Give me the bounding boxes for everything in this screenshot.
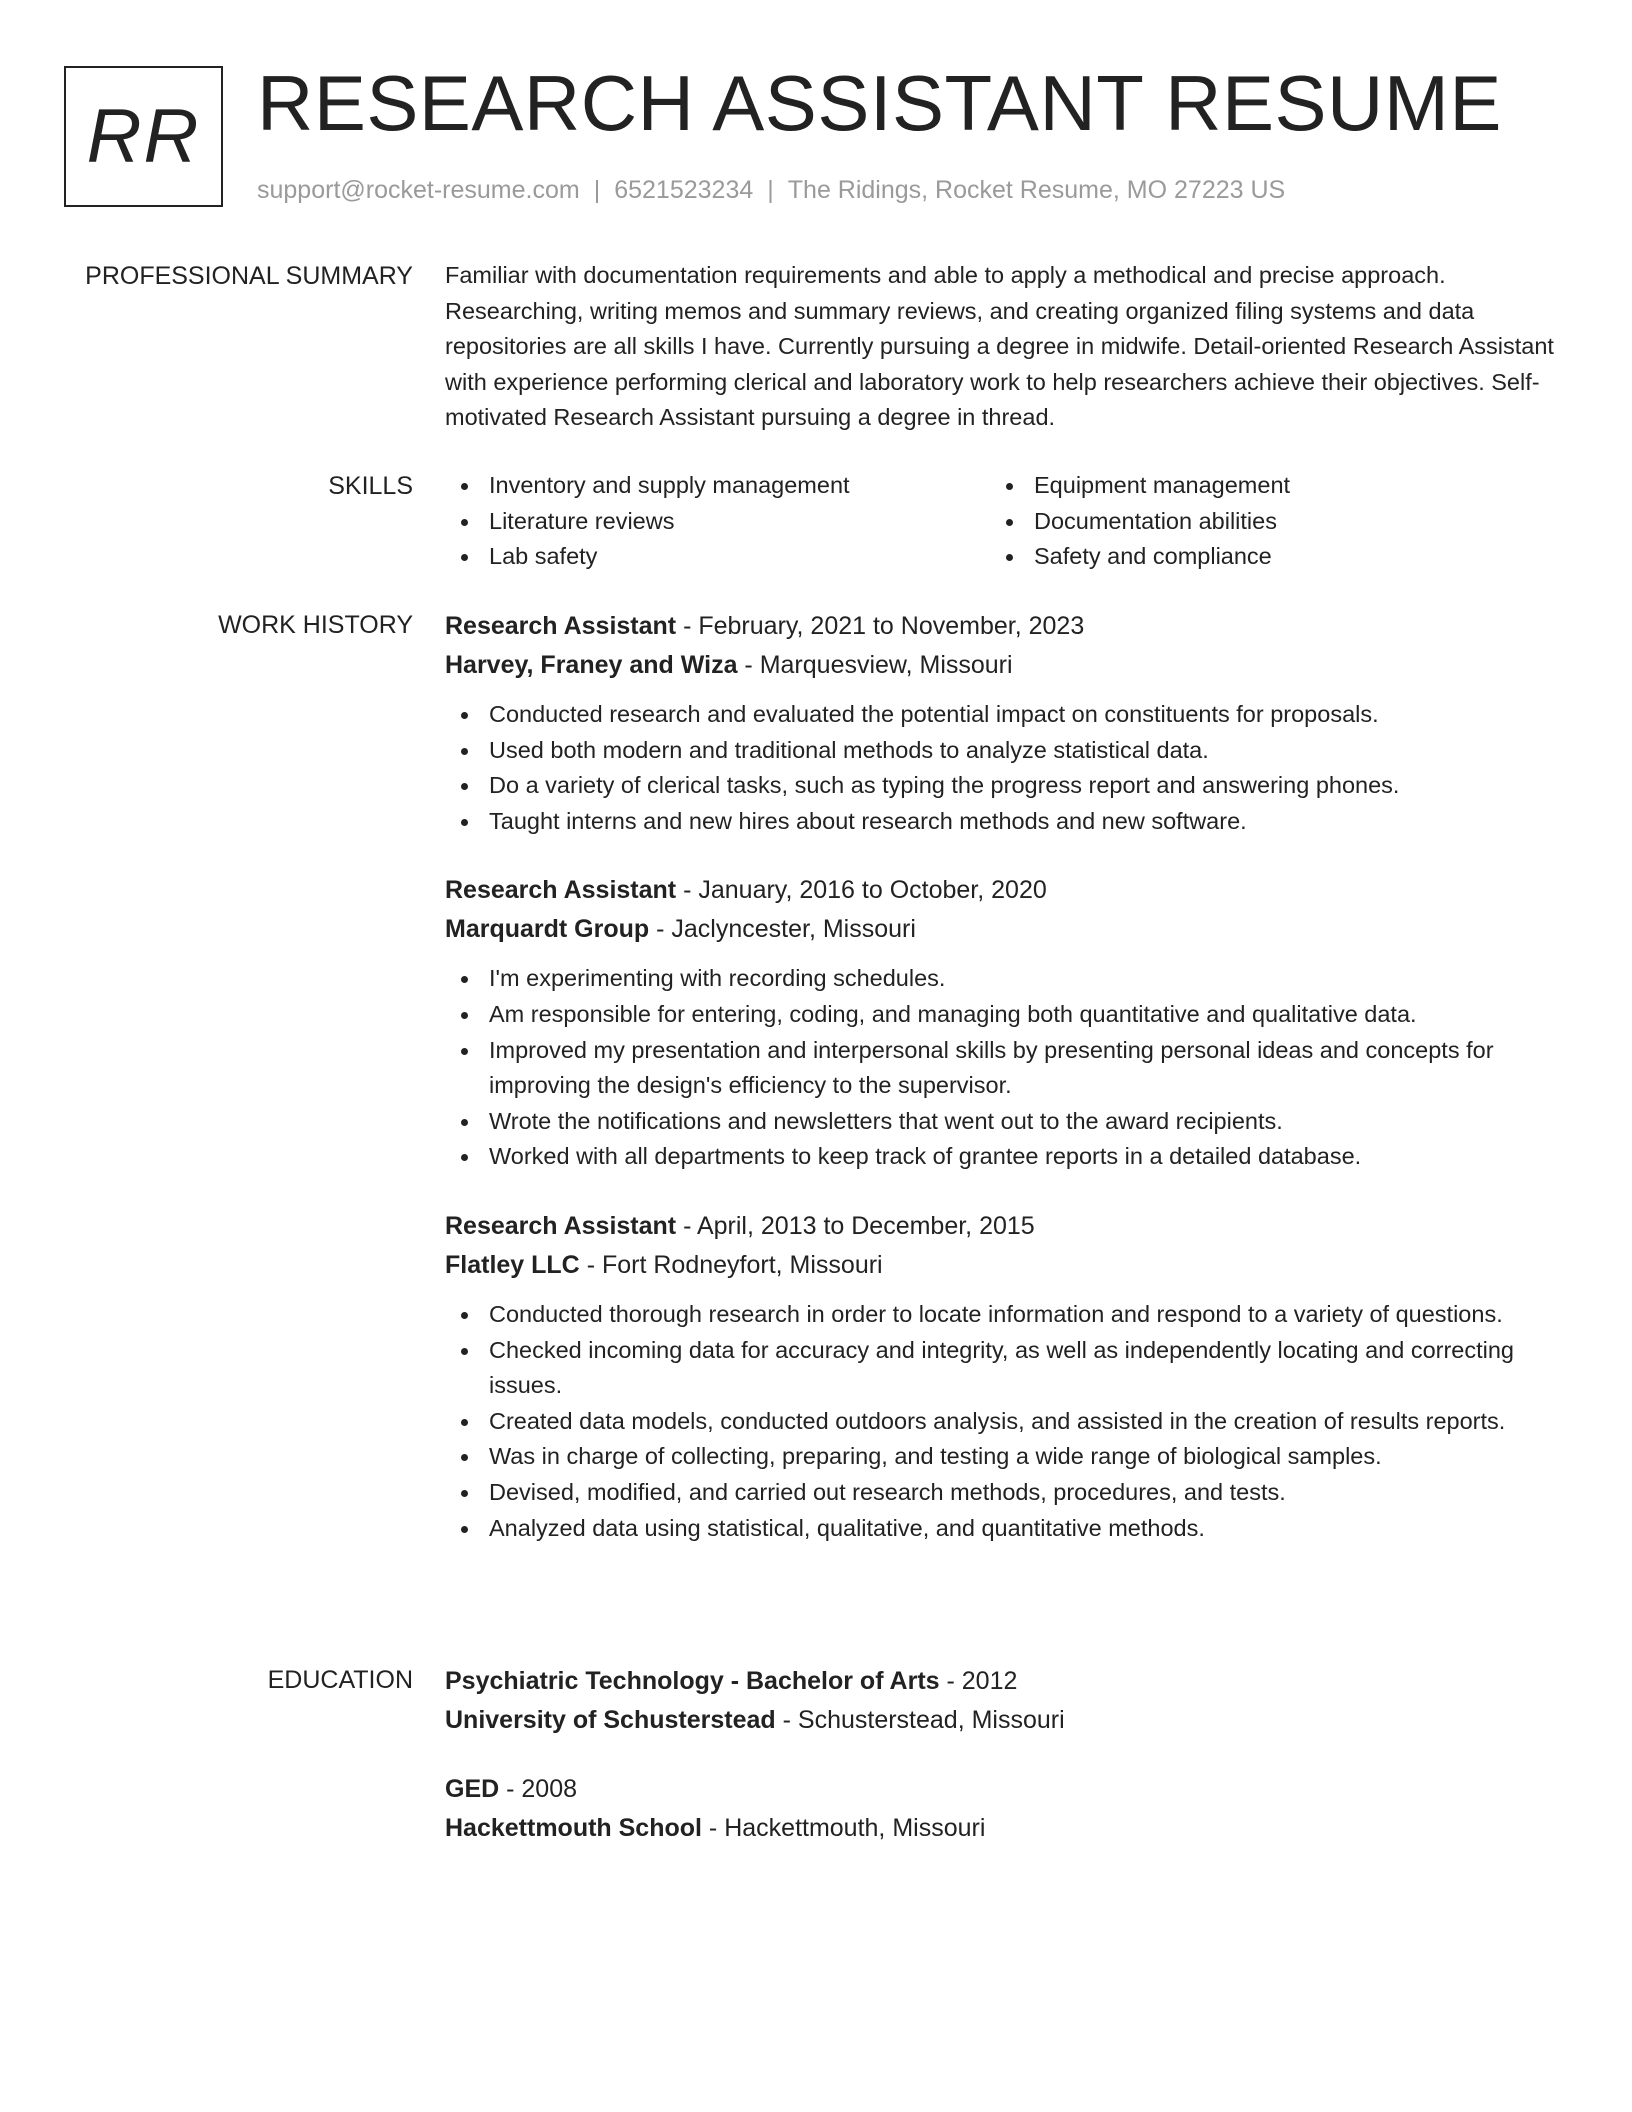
job-bullet: Was in charge of collecting, preparing, and testing a wide range of biological samples.: [445, 1439, 1555, 1475]
job-dates: - February, 2021 to November, 2023: [676, 612, 1085, 640]
education-entry: [445, 1662, 1555, 1740]
contact-address: The Ridings, Rocket Resume, MO 27223 US: [787, 176, 1286, 204]
job-entry: [445, 1207, 1555, 1546]
education-heading: EDUCATION: [267, 1666, 413, 1694]
contact-email: support@rocket-resume.com: [257, 176, 580, 204]
education-year: - 2008: [499, 1775, 578, 1803]
education-list: [445, 1662, 1555, 1878]
summary-heading: PROFESSIONAL SUMMARY: [85, 262, 413, 290]
job-bullet: Used both modern and traditional methods to analyze statistical data.: [445, 733, 1555, 769]
work-history-heading: WORK HISTORY: [218, 611, 413, 639]
contact-separator: |: [767, 176, 774, 204]
education-degree: Psychiatric Technology - Bachelor of Arts: [445, 1667, 940, 1695]
skill-item: Literature reviews: [445, 504, 990, 540]
skills-column-right: [990, 468, 1535, 575]
education-location: - Hackettmouth, Missouri: [701, 1814, 986, 1842]
education-school: University of Schusterstead: [445, 1706, 776, 1734]
education-school-line: [445, 1701, 1555, 1740]
job-location: - Marquesview, Missouri: [737, 651, 1013, 679]
job-title-line: [445, 1207, 1555, 1246]
job-title-line: [445, 871, 1555, 910]
education-degree: GED: [445, 1775, 500, 1803]
job-title-line: [445, 607, 1555, 646]
summary-text: Familiar with documentation requirements and able to apply a methodical and precise approach. Researching, writing memos and summary reviews, and creating organized filing systems and data repositories are all skills I have. Currently pursuing a degree in midwife. Detail-oriented Research Assistant with experience performing clerical and laboratory work to help researchers achieve their objectives. Self-motivated Research Assistant pursuing a degree in thread.: [445, 262, 1554, 431]
job-location: - Fort Rodneyfort, Missouri: [579, 1250, 883, 1279]
contact-phone: 6521523234: [614, 176, 754, 204]
job-bullet: Conducted thorough research in order to locate information and respond to a variety of questions.: [445, 1297, 1555, 1333]
education-degree-line: [445, 1770, 1555, 1809]
job-dates: - January, 2016 to October, 2020: [676, 876, 1047, 905]
job-company-line: [445, 910, 1555, 949]
education-degree-line: [445, 1662, 1555, 1701]
job-bullet: Checked incoming data for accuracy and integrity, as well as independently locating and correcting issues.: [445, 1333, 1555, 1404]
skills-heading: SKILLS: [328, 472, 413, 500]
job-bullet: Am responsible for entering, coding, and managing both quantitative and qualitative data.: [445, 997, 1555, 1033]
job-bullet: Created data models, conducted outdoors analysis, and assisted in the creation of results reports.: [445, 1404, 1555, 1440]
job-bullet: Taught interns and new hires about research methods and new software.: [445, 804, 1555, 840]
job-company-line: [445, 646, 1555, 685]
job-bullet: Conducted research and evaluated the potential impact on constituents for proposals.: [445, 697, 1555, 733]
resume-title: RESEARCH ASSISTANT RESUME: [257, 59, 1502, 147]
job-company-line: [445, 1246, 1555, 1285]
contact-separator: |: [593, 176, 601, 204]
job-bullets: [445, 1297, 1555, 1546]
job-title: Research Assistant: [445, 612, 677, 640]
education-school-line: [445, 1809, 1555, 1848]
job-company: Flatley LLC: [445, 1250, 580, 1279]
job-dates: - April, 2013 to December, 2015: [676, 1211, 1035, 1240]
job-company: Marquardt Group: [445, 915, 650, 944]
job-entry: [445, 607, 1555, 839]
education-location: - Schusterstead, Missouri: [775, 1706, 1065, 1734]
education-school: Hackettmouth School: [445, 1814, 702, 1842]
job-title: Research Assistant: [445, 876, 677, 905]
job-bullet: Improved my presentation and interpersonal skills by presenting personal ideas and concepts for improving the design's efficiency to the supervisor.: [445, 1033, 1555, 1104]
skills-list: [445, 468, 1555, 575]
job-title: Research Assistant: [445, 1211, 677, 1240]
monogram-logo: RR: [64, 66, 223, 207]
job-company: Harvey, Franey and Wiza: [445, 651, 738, 679]
job-bullet: Worked with all departments to keep track of grantee reports in a detailed database.: [445, 1139, 1555, 1175]
skill-item: Documentation abilities: [990, 504, 1535, 540]
education-year: - 2012: [939, 1667, 1018, 1695]
job-bullet: Analyzed data using statistical, qualitative, and quantitative methods.: [445, 1511, 1555, 1547]
education-entry: [445, 1770, 1555, 1848]
skill-item: Lab safety: [445, 539, 990, 575]
skills-column-left: [445, 468, 990, 575]
work-history-list: [445, 607, 1555, 1578]
contact-line: [257, 174, 1285, 206]
job-entry: [445, 871, 1555, 1175]
job-bullet: I'm experimenting with recording schedules.: [445, 961, 1555, 997]
skill-item: Safety and compliance: [990, 539, 1535, 575]
skill-item: Inventory and supply management: [445, 468, 990, 504]
job-bullet: Wrote the notifications and newsletters that went out to the award recipients.: [445, 1104, 1555, 1140]
job-bullet: Devised, modified, and carried out research methods, procedures, and tests.: [445, 1475, 1555, 1511]
job-bullets: [445, 697, 1555, 839]
job-bullets: [445, 961, 1555, 1175]
job-bullet: Do a variety of clerical tasks, such as typing the progress report and answering phones.: [445, 768, 1555, 804]
skill-item: Equipment management: [990, 468, 1535, 504]
job-location: - Jaclyncester, Missouri: [649, 915, 916, 944]
